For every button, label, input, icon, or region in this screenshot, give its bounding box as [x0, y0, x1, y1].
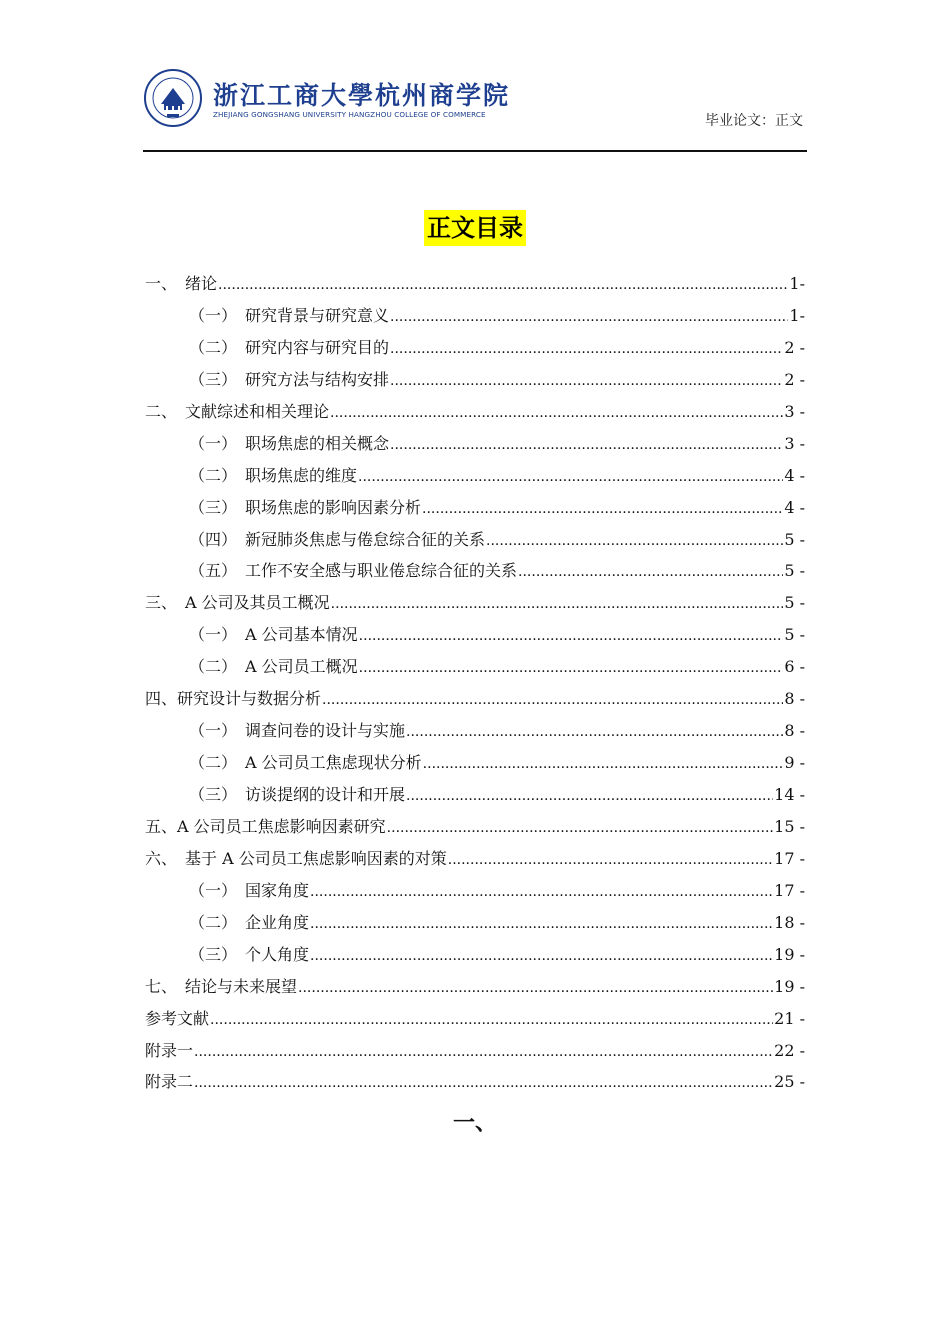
toc-entry-title: 研究内容与研究目的 [245, 337, 390, 357]
toc-leader-dots [423, 749, 784, 781]
toc-entry-number: （二） [189, 657, 246, 677]
toc-entry-number: （二） [189, 465, 246, 485]
toc-entry-title: 新冠肺炎焦虑与倦怠综合征的关系 [245, 529, 486, 549]
toc-entry-title: 文献综述和相关理论 [185, 401, 330, 421]
toc-entry-number: 六、 [145, 848, 186, 868]
page-header [143, 64, 807, 154]
toc-entry-page: 4 - [784, 497, 805, 517]
toc-entry[interactable] [145, 460, 805, 492]
toc-entry[interactable] [145, 747, 805, 779]
toc-leader-dots [358, 462, 783, 494]
toc-entry-number: 一、 [145, 274, 186, 293]
toc-entry-title: 国家角度 [245, 880, 310, 900]
toc-entry-page: 14 - [774, 785, 805, 804]
toc-entry-page: 3 - [784, 433, 805, 453]
toc-entry[interactable] [145, 811, 805, 843]
table-of-contents [145, 268, 805, 1098]
toc-leader-dots [422, 494, 783, 526]
toc-entry[interactable] [145, 587, 805, 619]
toc-entry-page: 3 - [784, 401, 805, 421]
toc-entry-page: 21 - [774, 1008, 805, 1028]
toc-entry[interactable] [145, 428, 805, 460]
toc-entry-number: （二） [189, 337, 246, 357]
toc-entry-title: 工作不安全感与职业倦怠综合征的关系 [245, 561, 518, 581]
toc-entry[interactable] [145, 364, 805, 396]
page-title: 正文目录 [424, 210, 526, 246]
toc-entry-page: 5 - [784, 625, 805, 645]
toc-entry[interactable] [145, 300, 805, 332]
toc-entry[interactable] [145, 651, 805, 683]
toc-entry[interactable] [145, 332, 805, 364]
toc-leader-dots [322, 685, 783, 717]
toc-entry-page: 2 - [784, 369, 805, 389]
toc-entry[interactable] [145, 779, 805, 811]
toc-entry-page: 19 - [774, 944, 805, 964]
toc-entry[interactable] [145, 715, 805, 747]
toc-entry-title: 研究设计与数据分析 [177, 689, 322, 709]
toc-entry-number: 五、 [145, 816, 178, 836]
header-divider [143, 150, 807, 152]
toc-entry-number: （一） [189, 433, 246, 453]
toc-entry-title: 职场焦虑的影响因素分析 [245, 497, 422, 517]
toc-leader-dots [359, 621, 784, 653]
toc-leader-dots [387, 813, 773, 845]
toc-leader-dots [448, 845, 773, 877]
toc-leader-dots [486, 526, 783, 558]
toc-entry-number: 三、 [145, 593, 186, 613]
toc-entry-number: 四、 [145, 689, 178, 709]
toc-leader-dots [390, 430, 783, 462]
toc-leader-dots [390, 302, 788, 334]
toc-entry[interactable] [145, 939, 805, 971]
toc-entry-number: （四） [189, 529, 246, 549]
toc-entry-title: 个人角度 [245, 944, 310, 964]
toc-entry-title: A 公司基本情况 [245, 625, 358, 645]
toc-entry-number: （三） [189, 944, 246, 964]
toc-entry-page: 18 - [774, 912, 805, 932]
toc-entry-page: 5 - [784, 529, 805, 549]
toc-entry[interactable] [145, 875, 805, 907]
toc-entry[interactable] [145, 396, 805, 428]
toc-entry-page: 9 - [784, 753, 805, 773]
toc-entry-page: 4 - [784, 465, 805, 485]
toc-entry-number: 七、 [145, 976, 186, 996]
toc-entry-title: 结论与未来展望 [185, 976, 298, 996]
toc-entry-page: 6 - [784, 657, 805, 677]
document-label: 毕业论文：正文 [705, 113, 803, 129]
toc-leader-dots [359, 653, 784, 685]
toc-leader-dots [218, 270, 788, 302]
toc-entry-number: （三） [189, 497, 246, 517]
toc-leader-dots [518, 557, 783, 589]
toc-entry-number: （三） [189, 785, 246, 804]
toc-entry-page: 15 - [774, 816, 805, 836]
toc-entry-page: 19 - [774, 976, 805, 996]
toc-entry-title: 企业角度 [245, 912, 310, 932]
toc-entry-title: A 公司员工焦虑现状分析 [245, 753, 422, 773]
toc-entry-page: 2 - [784, 337, 805, 357]
toc-entry-title: 访谈提纲的设计和开展 [245, 785, 406, 804]
toc-entry-title: 基于 A 公司员工焦虑影响因素的对策 [185, 848, 447, 868]
toc-entry-page: 25 - [774, 1072, 805, 1092]
toc-entry-page: 22 - [774, 1040, 805, 1060]
toc-entry[interactable] [145, 907, 805, 939]
toc-entry[interactable] [145, 971, 805, 1003]
toc-entry-title: 附录一 [145, 1040, 194, 1060]
toc-entry-number: （一） [189, 625, 246, 645]
toc-entry-number: 二、 [145, 401, 186, 421]
toc-leader-dots [310, 941, 773, 973]
toc-entry-title: 研究方法与结构安排 [245, 369, 390, 389]
toc-entry-page: 8 - [784, 689, 805, 709]
toc-entry-title: 参考文献 [145, 1008, 210, 1028]
toc-entry-number: （一） [189, 305, 246, 325]
university-seal-icon [143, 68, 203, 128]
toc-leader-dots [331, 589, 784, 621]
toc-entry-title: 职场焦虑的相关概念 [245, 433, 390, 453]
toc-entry-title: 附录二 [145, 1072, 194, 1092]
toc-entry[interactable] [145, 492, 805, 524]
toc-entry[interactable] [145, 683, 805, 715]
toc-entry[interactable] [145, 1003, 805, 1035]
toc-entry[interactable] [145, 619, 805, 651]
toc-leader-dots [406, 781, 773, 813]
toc-entry-number: （二） [189, 753, 246, 773]
toc-leader-dots [310, 909, 773, 941]
toc-entry-page: 1- [789, 274, 805, 293]
toc-leader-dots [390, 366, 783, 398]
toc-leader-dots [194, 1068, 773, 1100]
toc-entry[interactable] [145, 524, 805, 556]
toc-entry-page: 1- [789, 305, 805, 325]
title-wrapper [0, 210, 950, 246]
toc-leader-dots [390, 334, 783, 366]
toc-leader-dots [298, 973, 773, 1005]
toc-entry-number: （五） [189, 561, 246, 581]
toc-entry-number: （一） [189, 880, 246, 900]
toc-entry-title: A 公司及其员工概况 [185, 593, 330, 613]
toc-entry[interactable] [145, 843, 805, 875]
toc-entry[interactable] [145, 1066, 805, 1098]
toc-entry-page: 5 - [784, 593, 805, 613]
toc-entry-title: 调查问卷的设计与实施 [245, 721, 406, 741]
toc-entry-title: 绪论 [185, 274, 218, 293]
toc-leader-dots [406, 717, 783, 749]
toc-entry-title: 研究背景与研究意义 [245, 305, 390, 325]
toc-entry[interactable] [145, 268, 805, 300]
toc-leader-dots [310, 877, 773, 909]
toc-leader-dots [210, 1005, 773, 1037]
toc-entry-page: 5 - [784, 561, 805, 581]
toc-entry-page: 8 - [784, 721, 805, 741]
toc-entry-title: A 公司员工概况 [245, 657, 358, 677]
toc-leader-dots [330, 398, 783, 430]
toc-entry-number: （二） [189, 912, 246, 932]
toc-entry[interactable] [145, 555, 805, 587]
brand-name-cn: 浙江工商大學杭州商学院 [213, 81, 511, 110]
toc-entry-title: A 公司员工焦虑影响因素研究 [177, 816, 386, 836]
toc-leader-dots [194, 1037, 773, 1069]
next-section-heading: 一、 [452, 1111, 497, 1136]
toc-entry-page: 17 - [774, 880, 805, 900]
toc-entry-number: （三） [189, 369, 246, 389]
toc-entry-number: （一） [189, 721, 246, 741]
toc-entry-title: 职场焦虑的维度 [245, 465, 358, 485]
toc-entry[interactable] [145, 1035, 805, 1067]
brand-name-en: ZHEJIANG GONGSHANG UNIVERSITY HANGZHOU COLLEGE OF COMMERCE [213, 110, 486, 119]
toc-entry-page: 17 - [774, 848, 805, 868]
